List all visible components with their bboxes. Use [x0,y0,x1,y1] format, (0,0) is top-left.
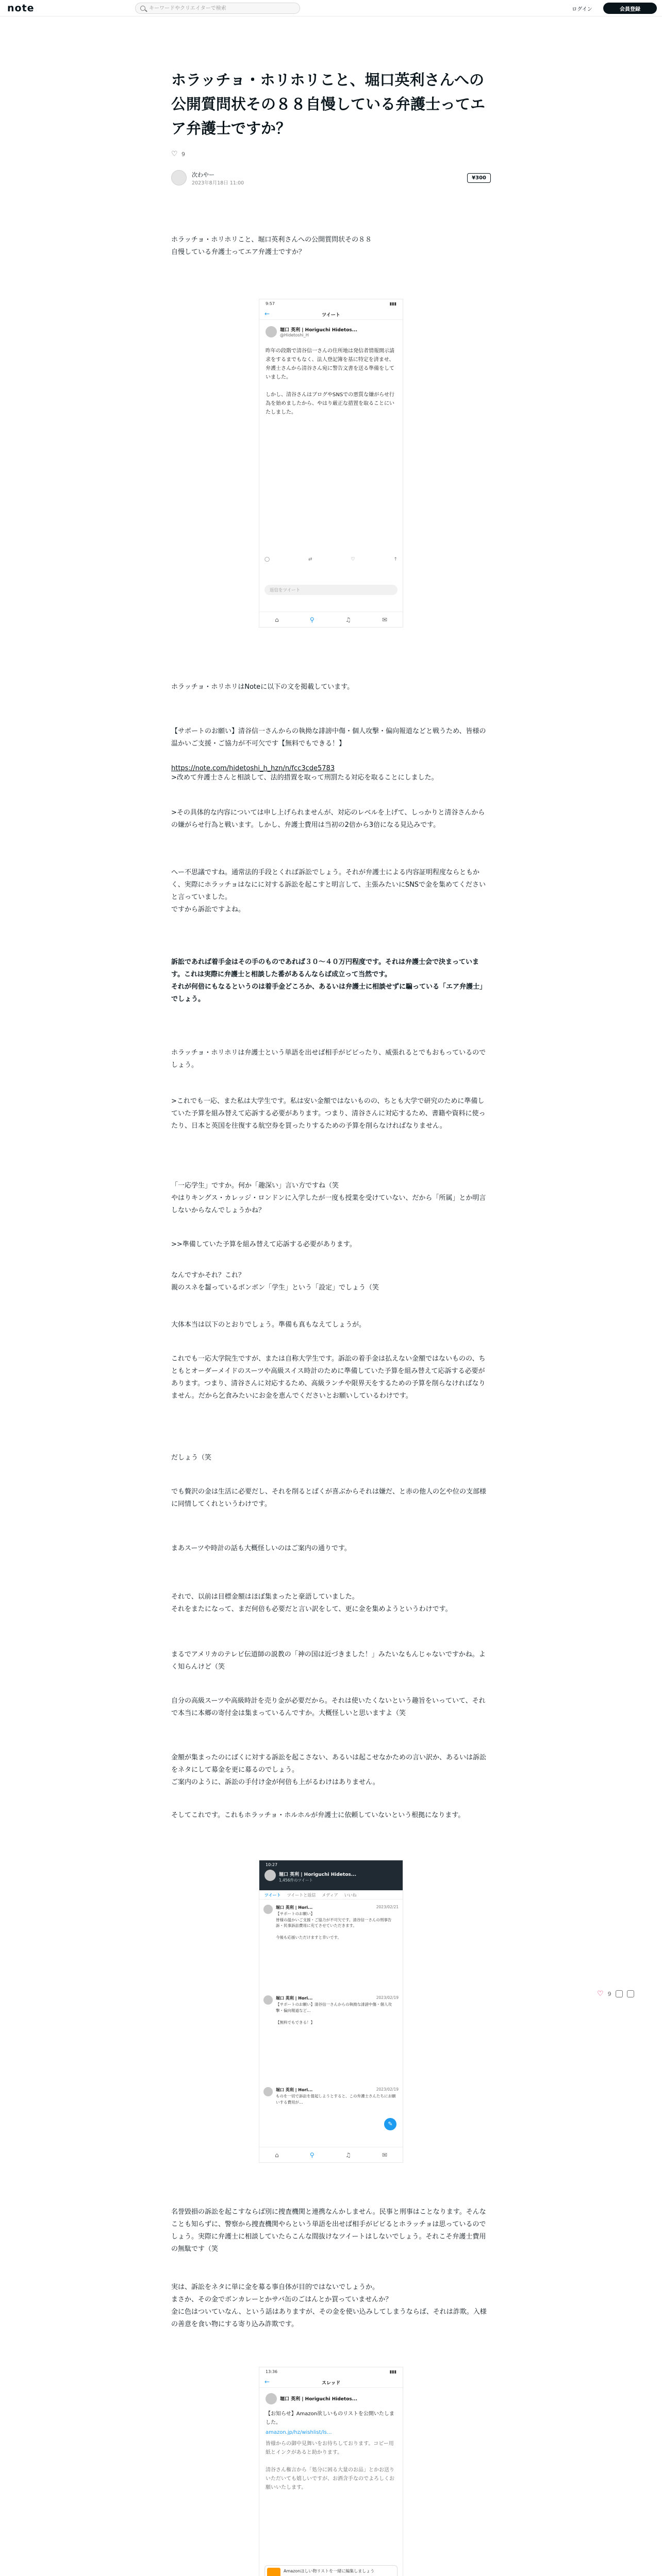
home-icon: ⌂ [275,2151,279,2159]
paragraph: まるでアメリカのテレビ伝道師の説教の「神の国は近づきました！」みたいなもんじゃないですかね。よく知らんけど（笑 [171,1651,486,1671]
search-input[interactable] [149,5,296,12]
like-count: 9 [181,150,185,158]
paragraph: >その具体的な内容については申し上げられませんが、対応のレベルを上げて、しっかりと清谷さんからの嫌がらせ行為と戦います。しかし、弁護士費用は当初の2倍から3倍になる見込みです。 [171,809,485,829]
like-icon: ♡ [351,557,355,562]
paragraph: これでも一応大学院生ですが、または自称大学生です。訴訟の着手金は払えない金額ではないものの、ちともとオーダーメイドのスーツや高級スイス時計のために準備していた予算を組み替えて応訴する必要があります。つまり、清谷さんに対応するため、高級ランチや限界天をするための予算を削らなければなりません。だから乞食みたいにお金を恵んでくださいとお願いしているわけです。 [171,1355,486,1400]
thread-avatar [263,1905,273,1914]
thread-avatar [263,2087,273,2096]
home-icon: ⌂ [275,616,279,623]
phone-time: 10:27 [266,1862,278,1867]
paragraph: 「一応学生」ですか。何か「趣深い」言い方ですね（笑 やはりキングス・カレッジ・ロンドンに入学したが一度も授業を受けていない、だから「所属」とか明言しないからなんでしょうかね？ [171,1182,486,1214]
paragraph: でも贅沢の金は生活に必要だし、それを削るとばくが喜ぶからそれは嫌だ、と赤の他人の乞や位の支部様に同情してくれというわけです。 [171,1488,487,1508]
heart-icon[interactable]: ♡ [597,1990,604,1998]
tweet-author-name: 堀口 英利 | Horiguchi Hidetos... [280,328,357,333]
battery-icon: ▮▮▮ [389,301,396,306]
profile-tab: ツイート [264,1893,281,1897]
paragraph: まあスーツや時計の話も大概怪しいのはご案内の通りです。 [171,1545,351,1552]
paragraph-intro: ホラッチョ・ホリホリこと、堀口英利さんへの公開質問状その８８ 自慢している弁護士ってエア弁護士ですか？ [171,236,372,256]
back-arrow-icon: ← [264,310,270,317]
search-icon [140,6,145,11]
phone-time: 9:57 [266,301,275,306]
paragraph: 名誉毀損の訴訟を起こすならば別に捜査機関と連携なんかしません。民事と刑事はことなります。そんなことも知らずに、警察から捜査機関やらという単語を出せば相手がビビるとホラッチョは思っているのでしょう。実際に弁護士に相談していたらこんな間抜けなツイートはしないでしょう。それこそ弁護士費用の無駄です（笑 [171,2208,486,2253]
like-count: 9 [607,1990,611,1997]
login-button[interactable]: ログイン [565,3,599,13]
paragraph: それで、以前は目標金額はほぼ集まったと豪語していました。 それをまたになって、まだ何倍も必要だと言い訳をして、更に金を集めようというわけです。 [171,1593,452,1613]
tweet-tab-bar [259,2147,403,2162]
post-date: 2023年8月18日 11:00 [192,180,244,186]
thread-item [263,2087,399,2128]
mail-icon: ✉ [382,616,387,623]
profile-header [259,1860,403,1890]
tweet-tab-bar [259,612,403,627]
search-tab-icon: ⚲ [309,616,315,623]
phone-time: 13:36 [266,2369,278,2374]
embedded-screenshot-tweet [259,299,403,628]
tweet-body: 皆様からの御中見舞いをお待ちしております。コピー用紙とインクがあると助かります。 清谷さん権言から「処分に困る大量のお品」とかお送りいただいても嬉しいですが、お酒含手なのでよろしくお願いいたします。 [266,2441,394,2490]
floating-actions [597,1989,643,1999]
thread-avatar [263,1995,273,2005]
profile-tweet-count: 1,456件のツイート [279,1878,313,1883]
back-arrow-icon: ← [264,2378,270,2385]
thread-item [263,1995,399,2073]
paragraph: 実は、訴訟をネタに単に金を募る事自体が目的ではないでしょうか。 まさか、その金でボンカレーとかサバ缶のごはんとか買っていませんか？ 金に色はついていなん、という話はありますが、その金を使い込みしてしまうならば、それは詐欺。入様の善意を食い物にする寄り込み詐欺です。 [171,2283,487,2328]
thread-body: 【サポートのお願い】 皆様の温かいご支援・ご協力が不可欠です。清谷信一さんの刑事告訴・民事訴訟費用に充てさせていただきます。 今後も応援いただけますと幸いです。 [276,1911,392,1940]
author-row [171,169,491,188]
thread-body: ものを一切で訴訟を提起しようとすると、この弁護士さんたちにお願いする費用が… [276,2094,396,2105]
tweet-nav [259,309,403,320]
amazon-thumb [267,2568,280,2576]
search-box[interactable] [135,3,300,14]
share-icon: ↑ [393,557,398,562]
compose-icon: ✎ [384,2118,396,2130]
article-title: ホラッチョ・ホリホリこと、堀口英利さんへの公開質問状その８８自慢している弁護士ってエア弁護士ですか？ [171,71,486,137]
paragraph: だしょう（笑 [171,1454,212,1462]
search-tab-icon: ⚲ [309,2151,315,2159]
thread-item [263,1905,399,1982]
paragraph: 大体本当は以下のとおりでしょう。準備も真もなえてしょうが。 [171,1321,366,1329]
link-card-text: Amazonほしい物リストを一緒に編集しましょう [284,2569,375,2573]
phone-status-bar [259,299,403,309]
paragraph: なんですかそれ？これ？ 親のスネを齧っているボンボン「学生」という「設定」でしょう（笑 [171,1272,379,1292]
paragraph: 金額が集まったのにばくに対する訴訟を起こさない、あるいは起こせなかための言い訳か、あるいは訴訟をネタにして募金を更に募るのでしょう。 ご案内のように、訴訟の手付け金が何倍も上がるわけはありません。 [171,1754,487,1786]
tweet-actions [264,557,398,564]
paragraph: >これでも一応、また私は大学生です。私は安い金額ではないものの、ちとも大学で研究のために準備していた予算を組み替えて応訴する必要があります。つまり、清谷さんに対応するため、書籍や資料に使ったり、日本と英国を往復する航空券を買ったりするための予算を削らなければなりません。 [171,1097,486,1130]
profile-tab: メディア [322,1893,338,1897]
tweet-avatar [266,326,277,337]
profile-tab: いいね [344,1893,357,1897]
bookmark-icon[interactable] [627,1990,634,1997]
support-link[interactable]: https://note.com/hidetoshi_h_hzn/n/fcc3cde5783 [171,765,335,772]
retweet-icon: ⇄ [308,557,312,562]
reply-box: 返信をツイート [264,585,398,595]
paragraph-text: 【サポートのお願い】清谷信一さんからの執拗な誹謗中傷・個人攻撃・偏向報道などと戦うため、皆様の温かいご支援・ご協力が不可欠です【無料でもできる！】 [171,727,486,748]
tweet-nav-title: スレッド [322,2381,340,2386]
battery-icon: ▮▮▮ [389,2369,396,2374]
profile-avatar [264,1870,276,1881]
paragraph: ホラッチョ・ホリホリは弁護士という単語を出せば相手がビビったり、威張れるとでもおもっているのでしょう。 [171,1049,486,1069]
thread-date: 2023/02/21 [376,1905,399,1909]
bell-icon: ♫ [345,2151,351,2159]
bell-icon: ♫ [345,616,351,623]
embedded-screenshot-wishlist-tweet [259,2367,403,2576]
tweet-author-name: 堀口 英利 | Horiguchi Hidetos... [280,2397,357,2402]
link-card [264,2565,398,2576]
thread-author: 堀口 英利 | Hori... [276,2088,313,2092]
thread-body: 【サポートのお願い】清谷信一さんからの執拗な誹謗中傷・個人攻撃・偏向報道など… 【無料でもできる！】 [276,2002,392,2025]
phone-status-bar [259,2367,403,2377]
price-badge: ¥300 [467,173,491,183]
thread-author: 堀口 英利 | Hori... [276,1996,313,2001]
note-logo[interactable]: note [7,3,35,14]
reply-icon: ◯ [264,557,270,562]
paragraph: 自分の高級スーツや高級時計を売り金が必要だから。それは使いたくないという趣旨をいっていて、それで本当に本郷の寄付金は集まっているんですか。大概怪しいと思いますよ（笑 [171,1697,486,1717]
site-header [0,0,662,16]
embedded-screenshot-profile [259,1860,403,2163]
thread-date: 2023/02/19 [376,2087,399,2092]
paragraph: へー不思議ですね。通常法的手段とくれば訴訟でしょう。それが弁護士による内容証明程度ならともかく、実際にホラッチョはなにに対する訴訟を起こすと明言して、主張みたいにSNSで金を集めてくださいと言っていました。 ですから訴訟ですよね。 [171,869,486,913]
paragraph: >>準備していた予算を組み替えて応訴する必要があります。 [171,1241,356,1248]
profile-name: 堀口 英利 | Horiguchi Hidetos... [279,1872,356,1877]
thread-author: 堀口 英利 | Hori... [276,1905,313,1910]
thread-date: 2023/02/19 [376,1995,399,2000]
tweet-nav [259,2377,403,2388]
paragraph-emphasis: 訴訟であれば着手金はその手のものであれば３０～４０万円程度です。それは弁護士会で決まっています。これは実際に弁護士と相談した番があるんならば成立って当然です。 それが何倍にもなるというのは着手金どころか、あるいは弁護士に相談せずに騙っている「エア弁護士」でしょう。 [171,958,487,1003]
profile-tabs [259,1890,403,1900]
tweet-nav-title: ツイート [322,313,340,318]
mail-icon: ✉ [382,2151,387,2159]
share-icon[interactable] [616,1990,623,1997]
tweet-avatar [266,2393,277,2404]
author-name[interactable]: 次わやー [192,172,214,178]
tweet-body: 昨年の段階で清谷信一さんの住所地は発信者情報開示請求をするまでもなく、法人登記簿を基に特定を済ませ、 弁護士さんから清谷さん宛に警告文書を送る準備をしていました。 しかし、清谷さんはブログやSNSでの悪質な嫌がらせ行為を始めましたから、やはり厳正な措置を取ることにいたしました。 [266,348,394,415]
signup-button[interactable]: 会員登録 [603,3,657,14]
like-row [171,149,185,159]
tweet-body: 【お知らせ】Amazon欲しいものリストを公開いたしました。 [266,2411,394,2426]
paragraph [171,713,491,775]
paragraph: ホラッチョ・ホリホリはNoteに以下の文を掲載しています。 [171,683,354,691]
profile-tab: ツイートと返信 [287,1893,316,1897]
wishlist-link: amazon.jp/hz/wishlist/ls... [266,2430,332,2435]
author-avatar[interactable] [171,170,187,185]
heart-icon[interactable]: ♡ [171,150,178,158]
paragraph: そしてこれです。これもホラッチョ・ホルホルが弁護士に依頼していないという根拠になります。 [171,1811,465,1819]
tweet-author-handle: @Hidetoshi_H [280,333,309,337]
paragraph: >改めて弁護士さんと相談して、法的措置を取って刑罰たる対応を取ることにしました。 [171,774,438,782]
